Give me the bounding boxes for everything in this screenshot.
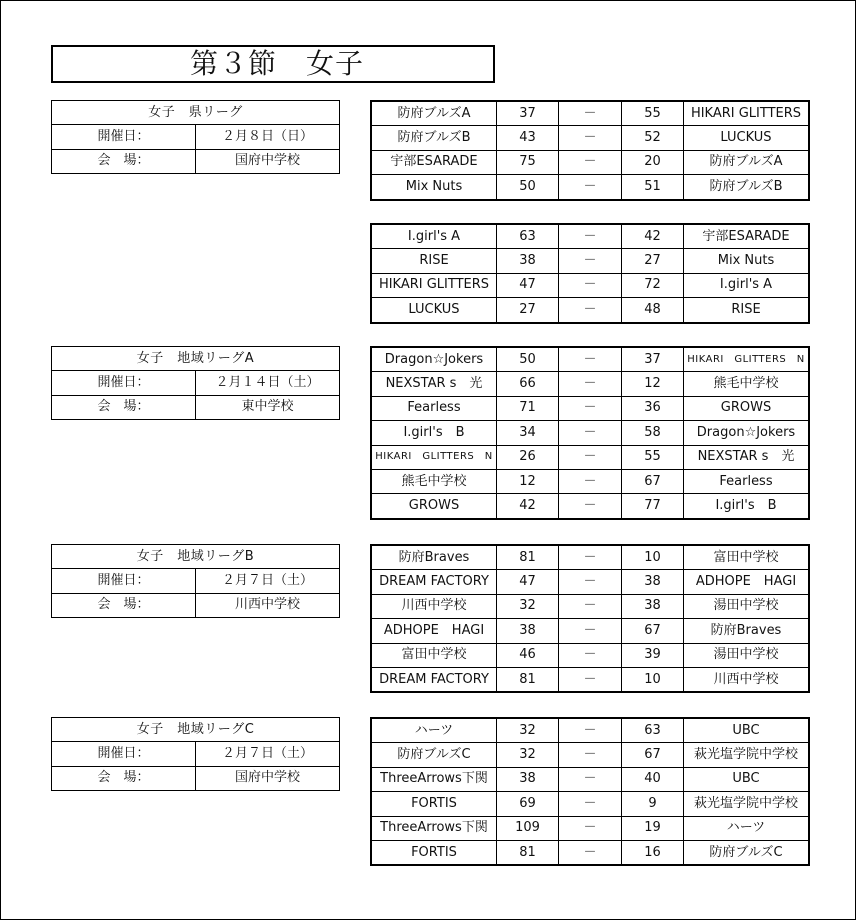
- home-score: 47: [497, 273, 559, 297]
- match-row: [371, 816, 809, 840]
- away-team: RISE: [684, 298, 810, 323]
- league-info-a: [51, 346, 340, 420]
- home-team: 宇部ESARADE: [371, 150, 497, 174]
- away-score: 19: [622, 816, 684, 840]
- league-header: 女子 地域リーグC: [52, 718, 340, 742]
- away-score: 63: [622, 718, 684, 743]
- home-team: Dragon☆Jokers: [371, 347, 497, 372]
- score-separator: －: [559, 445, 622, 469]
- home-team: 川西中学校: [371, 594, 497, 618]
- home-score: 38: [497, 767, 559, 791]
- home-score: 32: [497, 718, 559, 743]
- away-team: 防府ブルズC: [684, 840, 810, 865]
- home-team: DREAM FACTORY: [371, 570, 497, 594]
- away-score: 77: [622, 494, 684, 519]
- away-score: 16: [622, 840, 684, 865]
- date-label: 開催日：: [52, 569, 196, 593]
- match-row: [371, 643, 809, 667]
- home-score: 43: [497, 126, 559, 150]
- home-team: GROWS: [371, 494, 497, 519]
- date-value: ２月７日（土）: [196, 569, 340, 593]
- home-team: NEXSTAR s 光: [371, 372, 497, 396]
- away-team: 防府Braves: [684, 619, 810, 643]
- match-row: [371, 469, 809, 493]
- away-team: Fearless: [684, 469, 810, 493]
- match-row: [371, 224, 809, 249]
- venue-value: 国府中学校: [196, 766, 340, 790]
- home-team: I.girl's A: [371, 224, 497, 249]
- away-score: 67: [622, 469, 684, 493]
- away-team: LUCKUS: [684, 126, 810, 150]
- match-row: [371, 101, 809, 126]
- away-team: HIKARI GLITTERS N: [684, 347, 810, 372]
- home-score: 50: [497, 347, 559, 372]
- away-team: Mix Nuts: [684, 249, 810, 273]
- results-a: [370, 346, 810, 520]
- home-team: HIKARI GLITTERS N: [371, 445, 497, 469]
- away-team: ハーツ: [684, 816, 810, 840]
- score-separator: －: [559, 175, 622, 200]
- away-team: GROWS: [684, 396, 810, 420]
- match-row: [371, 273, 809, 297]
- match-row: [371, 175, 809, 200]
- page-title: 第３節 女子: [190, 47, 365, 80]
- home-score: 34: [497, 421, 559, 445]
- match-row: [371, 619, 809, 643]
- results-ken-2: [370, 223, 810, 324]
- home-team: I.girl's B: [371, 421, 497, 445]
- home-team: 富田中学校: [371, 643, 497, 667]
- home-score: 42: [497, 494, 559, 519]
- away-team: 防府ブルズB: [684, 175, 810, 200]
- home-team: FORTIS: [371, 840, 497, 865]
- score-separator: －: [559, 594, 622, 618]
- home-score: 81: [497, 667, 559, 692]
- home-score: 38: [497, 619, 559, 643]
- league-info-b: [51, 544, 340, 618]
- league-header: 女子 県リーグ: [52, 101, 340, 125]
- match-row: [371, 347, 809, 372]
- away-team: HIKARI GLITTERS: [684, 101, 810, 126]
- home-team: ハーツ: [371, 718, 497, 743]
- match-row: [371, 545, 809, 570]
- away-score: 52: [622, 126, 684, 150]
- score-separator: －: [559, 469, 622, 493]
- away-team: I.girl's B: [684, 494, 810, 519]
- away-score: 37: [622, 347, 684, 372]
- score-separator: －: [559, 570, 622, 594]
- away-score: 58: [622, 421, 684, 445]
- score-separator: －: [559, 767, 622, 791]
- home-team: 防府ブルズC: [371, 743, 497, 767]
- home-score: 66: [497, 372, 559, 396]
- home-score: 63: [497, 224, 559, 249]
- away-team: 萩光塩学院中学校: [684, 743, 810, 767]
- home-score: 37: [497, 101, 559, 126]
- away-team: 萩光塩学院中学校: [684, 792, 810, 816]
- home-team: ThreeArrows下関: [371, 816, 497, 840]
- home-score: 27: [497, 298, 559, 323]
- home-score: 81: [497, 545, 559, 570]
- results-c: [370, 717, 810, 866]
- home-team: LUCKUS: [371, 298, 497, 323]
- league-header: 女子 地域リーグB: [52, 545, 340, 569]
- score-separator: －: [559, 816, 622, 840]
- away-score: 51: [622, 175, 684, 200]
- home-team: ADHOPE HAGI: [371, 619, 497, 643]
- score-separator: －: [559, 792, 622, 816]
- league-header: 女子 地域リーグA: [52, 347, 340, 371]
- home-score: 50: [497, 175, 559, 200]
- score-separator: －: [559, 421, 622, 445]
- match-row: [371, 570, 809, 594]
- score-separator: －: [559, 273, 622, 297]
- away-team: UBC: [684, 767, 810, 791]
- score-separator: －: [559, 545, 622, 570]
- away-score: 67: [622, 619, 684, 643]
- match-row: [371, 298, 809, 323]
- results-b: [370, 544, 810, 693]
- date-value: ２月８日（日）: [196, 125, 340, 149]
- away-score: 10: [622, 545, 684, 570]
- date-value: ２月１４日（土）: [196, 371, 340, 395]
- league-info-ken: [51, 100, 340, 174]
- match-row: [371, 249, 809, 273]
- away-team: I.girl's A: [684, 273, 810, 297]
- match-row: [371, 840, 809, 865]
- away-score: 67: [622, 743, 684, 767]
- away-team: 川西中学校: [684, 667, 810, 692]
- match-row: [371, 718, 809, 743]
- home-score: 32: [497, 594, 559, 618]
- away-score: 40: [622, 767, 684, 791]
- home-score: 32: [497, 743, 559, 767]
- home-team: Mix Nuts: [371, 175, 497, 200]
- home-team: 防府ブルズB: [371, 126, 497, 150]
- match-row: [371, 667, 809, 692]
- home-team: RISE: [371, 249, 497, 273]
- home-score: 75: [497, 150, 559, 174]
- score-separator: －: [559, 718, 622, 743]
- away-score: 36: [622, 396, 684, 420]
- venue-label: 会 場：: [52, 766, 196, 790]
- venue-value: 東中学校: [196, 395, 340, 419]
- date-label: 開催日：: [52, 371, 196, 395]
- score-separator: －: [559, 743, 622, 767]
- home-team: DREAM FACTORY: [371, 667, 497, 692]
- venue-value: 国府中学校: [196, 149, 340, 173]
- score-separator: －: [559, 372, 622, 396]
- home-team: HIKARI GLITTERS: [371, 273, 497, 297]
- away-team: ADHOPE HAGI: [684, 570, 810, 594]
- date-label: 開催日：: [52, 742, 196, 766]
- league-info-c: [51, 717, 340, 791]
- date-value: ２月７日（土）: [196, 742, 340, 766]
- match-row: [371, 445, 809, 469]
- score-separator: －: [559, 347, 622, 372]
- match-row: [371, 792, 809, 816]
- away-score: 38: [622, 570, 684, 594]
- away-team: 湯田中学校: [684, 643, 810, 667]
- away-score: 55: [622, 445, 684, 469]
- match-row: [371, 421, 809, 445]
- score-separator: －: [559, 619, 622, 643]
- away-team: Dragon☆Jokers: [684, 421, 810, 445]
- away-team: 湯田中学校: [684, 594, 810, 618]
- match-row: [371, 594, 809, 618]
- match-row: [371, 372, 809, 396]
- home-team: 熊毛中学校: [371, 469, 497, 493]
- home-score: 12: [497, 469, 559, 493]
- away-score: 12: [622, 372, 684, 396]
- away-score: 42: [622, 224, 684, 249]
- match-row: [371, 494, 809, 519]
- venue-label: 会 場：: [52, 395, 196, 419]
- away-team: NEXSTAR s 光: [684, 445, 810, 469]
- score-separator: －: [559, 667, 622, 692]
- away-score: 72: [622, 273, 684, 297]
- away-team: 宇部ESARADE: [684, 224, 810, 249]
- results-ken-1: [370, 100, 810, 201]
- home-score: 38: [497, 249, 559, 273]
- score-separator: －: [559, 396, 622, 420]
- score-separator: －: [559, 643, 622, 667]
- home-team: FORTIS: [371, 792, 497, 816]
- away-score: 10: [622, 667, 684, 692]
- match-row: [371, 396, 809, 420]
- home-team: 防府ブルズA: [371, 101, 497, 126]
- away-team: 熊毛中学校: [684, 372, 810, 396]
- score-separator: －: [559, 101, 622, 126]
- score-separator: －: [559, 126, 622, 150]
- venue-label: 会 場：: [52, 149, 196, 173]
- score-separator: －: [559, 298, 622, 323]
- match-row: [371, 743, 809, 767]
- score-separator: －: [559, 249, 622, 273]
- home-score: 47: [497, 570, 559, 594]
- page-title-box: [51, 45, 495, 83]
- match-row: [371, 150, 809, 174]
- away-score: 20: [622, 150, 684, 174]
- away-team: UBC: [684, 718, 810, 743]
- home-team: ThreeArrows下関: [371, 767, 497, 791]
- away-score: 48: [622, 298, 684, 323]
- venue-value: 川西中学校: [196, 593, 340, 617]
- home-score: 81: [497, 840, 559, 865]
- away-score: 39: [622, 643, 684, 667]
- away-score: 55: [622, 101, 684, 126]
- score-separator: －: [559, 494, 622, 519]
- score-separator: －: [559, 224, 622, 249]
- home-score: 69: [497, 792, 559, 816]
- away-score: 38: [622, 594, 684, 618]
- home-score: 46: [497, 643, 559, 667]
- match-row: [371, 767, 809, 791]
- home-team: 防府Braves: [371, 545, 497, 570]
- away-team: 防府ブルズA: [684, 150, 810, 174]
- away-team: 富田中学校: [684, 545, 810, 570]
- date-label: 開催日：: [52, 125, 196, 149]
- score-separator: －: [559, 840, 622, 865]
- away-score: 27: [622, 249, 684, 273]
- home-score: 26: [497, 445, 559, 469]
- score-separator: －: [559, 150, 622, 174]
- venue-label: 会 場：: [52, 593, 196, 617]
- home-score: 71: [497, 396, 559, 420]
- away-score: 9: [622, 792, 684, 816]
- home-team: Fearless: [371, 396, 497, 420]
- home-score: 109: [497, 816, 559, 840]
- match-row: [371, 126, 809, 150]
